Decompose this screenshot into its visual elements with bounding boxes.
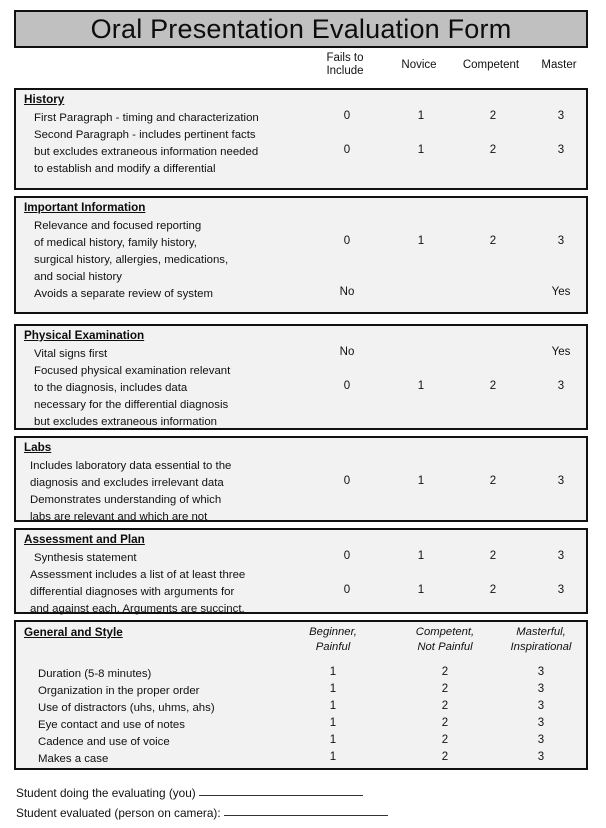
gs-row-label: Duration (5-8 minutes) [38,668,152,680]
score-cell: 1 [417,110,425,122]
gs-score-cell: 1 [329,751,337,763]
score-cell: 2 [489,584,497,596]
score-cell: 0 [343,475,351,487]
score-cell: No [339,286,355,298]
section-title-important-information: Important Information [24,201,146,214]
score-cell: 2 [489,235,497,247]
gs-column-header-competent: Competent, Not Painful [415,626,475,653]
criterion-label: and against each. Arguments are succinct. [30,603,245,615]
gs-score-cell: 2 [441,751,449,763]
gs-score-cell: 3 [537,751,545,763]
criterion-label: Relevance and focused reporting [34,220,202,232]
criterion-label: but excludes extraneous information [34,416,217,428]
criterion-label: Vital signs first [34,348,108,360]
gs-score-cell: 1 [329,700,337,712]
score-cell: 0 [343,235,351,247]
gs-score-cell: 3 [537,666,545,678]
score-cell: 1 [417,235,425,247]
section-labs [14,436,588,522]
score-cell: 1 [417,584,425,596]
criterion-label: Avoids a separate review of system [34,288,213,300]
section-title-assessment-and-plan: Assessment and Plan [24,533,145,546]
gs-score-cell: 2 [441,717,449,729]
gs-row-label: Use of distractors (uhs, uhms, ahs) [38,702,215,714]
score-cell: 3 [557,550,565,562]
column-header-fails-to-include: Fails to Include [326,52,364,77]
score-cell: 2 [489,475,497,487]
score-cell: 3 [557,235,565,247]
gs-score-cell: 1 [329,717,337,729]
evaluated-signature-row [16,806,388,820]
score-cell: 0 [343,110,351,122]
section-general-and-style [14,620,588,770]
gs-score-cell: 2 [441,700,449,712]
gs-column-header-masterful: Masterful, Inspirational [510,626,572,653]
evaluator-signature-row [16,786,363,800]
column-header-master: Master [541,59,577,71]
gs-score-cell: 3 [537,717,545,729]
gs-score-cell: 3 [537,700,545,712]
criterion-label: Assessment includes a list of at least three [30,569,246,581]
evaluated-input-line[interactable] [224,815,388,816]
score-cell: 2 [489,380,497,392]
evaluated-label: Student evaluated (person on camera): [16,806,221,820]
criterion-label: necessary for the differential diagnosis [34,399,229,411]
score-cell: 1 [417,475,425,487]
criterion-label: Focused physical examination relevant [34,365,231,377]
gs-row-label: Eye contact and use of notes [38,719,185,731]
gs-score-cell: 3 [537,683,545,695]
gs-score-cell: 2 [441,734,449,746]
section-assessment-and-plan [14,528,588,614]
score-cell: 3 [557,110,565,122]
criterion-label: surgical history, allergies, medications, [34,254,229,266]
section-title-general-and-style: General and Style [24,626,123,639]
section-history [14,88,588,190]
gs-score-cell: 1 [329,734,337,746]
score-cell: 0 [343,380,351,392]
gs-score-cell: 2 [441,666,449,678]
score-cell: 1 [417,144,425,156]
score-cell: 1 [417,380,425,392]
form-title-banner [14,10,588,48]
evaluator-input-line[interactable] [199,795,363,796]
criterion-label: Second Paragraph - includes pertinent facts [34,129,256,141]
gs-row-label: Organization in the proper order [38,685,200,697]
section-important-information [14,196,588,314]
section-title-history: History [24,93,65,106]
section-physical-examination [14,324,588,430]
score-cell: 3 [557,475,565,487]
gs-score-cell: 3 [537,734,545,746]
score-cell: 0 [343,144,351,156]
criterion-label: but excludes extraneous information needed [34,146,259,158]
evaluator-label: Student doing the evaluating (you) [16,786,196,800]
gs-score-cell: 2 [441,683,449,695]
section-title-physical-examination: Physical Examination [24,329,145,342]
criterion-label: Includes laboratory data essential to the [30,460,232,472]
criterion-label: Demonstrates understanding of which [30,494,222,506]
criterion-label: Synthesis statement [34,552,137,564]
score-cell: 3 [557,584,565,596]
criterion-label: and social history [34,271,123,283]
score-cell: 2 [489,550,497,562]
rating-column-headers [14,50,588,84]
criterion-label: differential diagnoses with arguments for [30,586,235,598]
criterion-label: First Paragraph - timing and characterization [34,112,259,124]
page-title: Oral Presentation Evaluation Form [90,13,512,44]
criterion-label: of medical history, family history, [34,237,197,249]
score-cell: 2 [489,110,497,122]
criterion-label: labs are relevant and which are not [30,511,208,523]
score-cell: No [339,346,355,358]
criterion-label: to establish and modify a differential [34,163,216,175]
score-cell: 1 [417,550,425,562]
score-cell: 3 [557,380,565,392]
score-cell: Yes [551,286,571,298]
score-cell: 3 [557,144,565,156]
criterion-label: diagnosis and excludes irrelevant data [30,477,224,489]
score-cell: 0 [343,584,351,596]
gs-row-label: Cadence and use of voice [38,736,170,748]
gs-score-cell: 1 [329,666,337,678]
gs-score-cell: 1 [329,683,337,695]
score-cell: 2 [489,144,497,156]
criterion-label: to the diagnosis, includes data [34,382,188,394]
score-cell: Yes [551,346,571,358]
column-header-competent: Competent [462,59,520,71]
column-header-novice: Novice [401,59,437,71]
score-cell: 0 [343,550,351,562]
gs-row-label: Makes a case [38,753,109,765]
gs-column-header-beginner: Beginner, Painful [309,626,357,653]
section-title-labs: Labs [24,441,52,454]
